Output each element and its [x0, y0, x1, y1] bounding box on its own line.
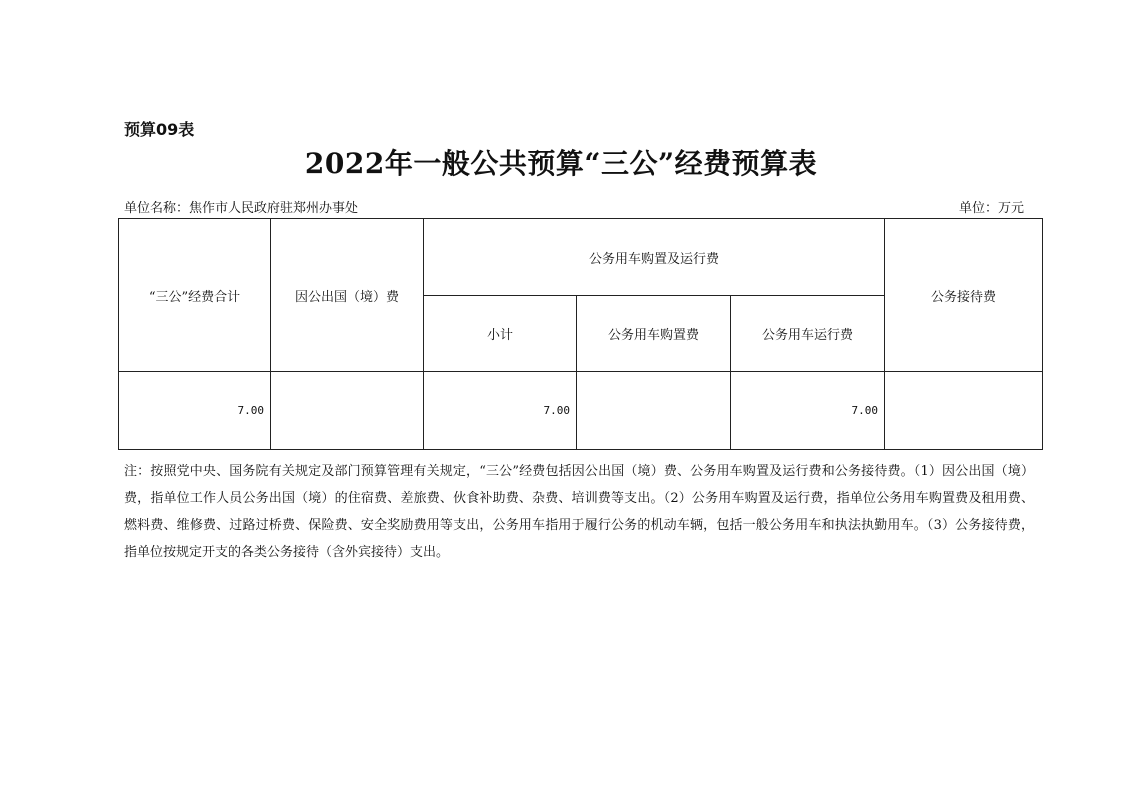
cell-reception [885, 372, 1043, 450]
cell-vehicle-purchase [577, 372, 731, 450]
table-row [119, 372, 1043, 450]
page-title: 2022年一般公共预算“三公”经费预算表 [304, 147, 818, 180]
cell-total: 7.00 [119, 372, 271, 450]
header-vehicle-subtotal: 小计 [424, 296, 577, 372]
cell-vehicle-subtotal: 7.00 [424, 372, 577, 450]
header-vehicle-purchase: 公务用车购置费 [577, 296, 731, 372]
header-total: “三公”经费合计 [119, 219, 271, 372]
unit-measure: 单位：万元 [958, 201, 1024, 216]
footnote: 注：按照党中央、国务院有关规定及部门预算管理有关规定，“三公”经费包括因公出国（境）费、公务用车购置及运行费和公务接待费。（1）因公出国（境）费，指单位工作人员公务出国（境）的住宿费、差旅费、伙食补助费、杂费、培训费等支出。（2）公务用车购置及运行费，指单位公务用车购置费及租用费、燃料费、维修费、过路过桥费、保险费、安全奖励费用等支出，公务用车指用于履行公务的机动车辆，包括一般公务用车和执法执勤用车。（3）公务接待费，指单位按规定开支的各类公务接待（含外宾接待）支出。 [124, 464, 1034, 560]
cell-abroad [271, 372, 424, 450]
header-vehicle-operation: 公务用车运行费 [731, 296, 885, 372]
cell-vehicle-operation: 7.00 [731, 372, 885, 450]
unit-name: 单位名称：焦作市人民政府驻郑州办事处 [124, 201, 359, 216]
header-vehicle-group: 公务用车购置及运行费 [424, 219, 885, 296]
header-row-1 [119, 219, 1043, 296]
header-reception: 公务接待费 [885, 219, 1043, 372]
table-code: 预算09表 [124, 120, 195, 139]
header-abroad: 因公出国（境）费 [271, 219, 424, 372]
budget-table [118, 218, 1043, 450]
